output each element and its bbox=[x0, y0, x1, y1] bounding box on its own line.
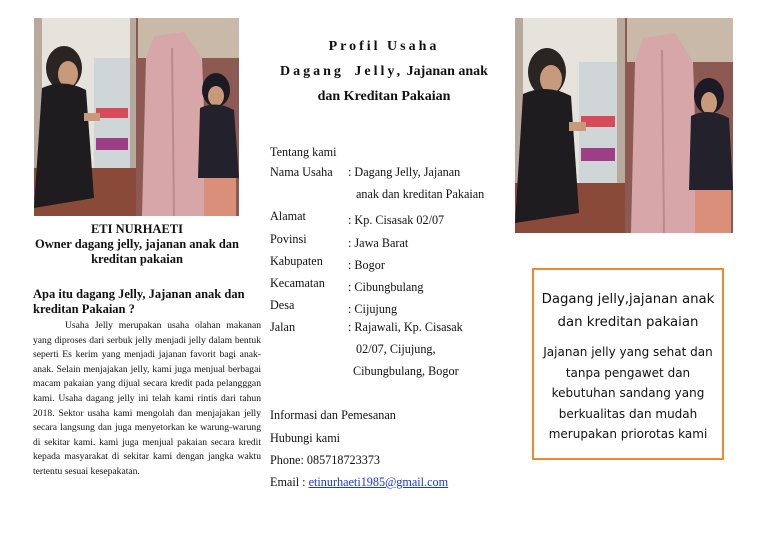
field-value-line: : Rajawali, Kp. Cisasak bbox=[348, 320, 463, 334]
field-label: Kabupaten bbox=[270, 254, 323, 268]
field-label: Nama Usaha bbox=[270, 165, 333, 179]
field-label: Jalan bbox=[270, 320, 296, 334]
title-line-1: Profil Usaha bbox=[328, 39, 440, 54]
contact-phone: Phone: 085718723373 bbox=[270, 453, 381, 467]
field-value-line: Cibungbulang, Bogor bbox=[353, 364, 459, 378]
owner-name-block bbox=[34, 222, 240, 267]
owner-photo-left bbox=[34, 18, 239, 216]
highlight-title: Dagang jelly,jajanan anak dan kreditan pakaian bbox=[541, 292, 715, 330]
field-value: : Cijujung bbox=[348, 302, 398, 316]
highlight-body: Jajanan jelly yang sehat dan tanpa pengawet dan kebutuhan sandang yang berkualitas dan mudah merupakan priorotas kami bbox=[543, 345, 713, 441]
title-word-jelly: Jelly, bbox=[354, 64, 404, 79]
field-value: : Bogor bbox=[348, 258, 385, 272]
about-heading: Apa itu dagang Jelly, Jajanan anak dan kreditan Pakaian ? bbox=[33, 287, 245, 316]
field-value-line: : Dagang Jelly, Jajanan bbox=[348, 165, 461, 179]
title-line-2 bbox=[268, 59, 500, 84]
field-value bbox=[348, 316, 508, 382]
owner-photo-right bbox=[515, 18, 733, 233]
field-value: : Jawa Barat bbox=[348, 236, 409, 250]
about-us-heading: Tentang kami bbox=[270, 145, 337, 159]
title-word-jajanan: Jajanan anak bbox=[406, 64, 488, 79]
email-link[interactable]: etinurhaeti1985@gmail.com bbox=[308, 475, 449, 489]
field-value-line: 02/07, Cijujung, bbox=[356, 342, 436, 356]
field-value-line: anak dan kreditan Pakaian bbox=[356, 187, 485, 201]
profile-title bbox=[268, 34, 500, 109]
about-body: Usaha Jelly merupakan usaha olahan makanan yang diproses dari serbuk jelly menjadi jelly dalam bentuk seperti Es kerim yang menjadi jajanan favorit bagi anak-anak. Selain menjajakan jelly, kami juga menjual berbagai macam pakaian yang dijual secara kredit pada pelangggan kami. Usaha dagang jelly ini telah kami rintis dari tahun 2018. Sektor usaha kami mengolah dan menjajakan jelly secara langsung dan juga menyetorkan ke warung-warung di sekitar kami. kami juga menjual pakaian secara kredit kepada masyarakat di sekitar kami dengan jangka waktu tertentu sesuai kesepakatan. bbox=[33, 320, 261, 477]
owner-name: ETI NURHAETI bbox=[90, 222, 184, 236]
field-value: : Cibungbulang bbox=[348, 280, 424, 294]
field-value: : Kp. Cisasak 02/07 bbox=[348, 213, 445, 227]
title-word-dagang: Dagang bbox=[280, 64, 344, 79]
field-value bbox=[348, 161, 508, 205]
field-label: Alamat bbox=[270, 209, 306, 223]
field-label: Kecamatan bbox=[270, 276, 325, 290]
field-label: Desa bbox=[270, 298, 295, 312]
contact-call: Hubungi kami bbox=[270, 431, 341, 445]
contact-email-row bbox=[270, 471, 448, 493]
field-label: Povinsi bbox=[270, 232, 307, 246]
email-label: Email : bbox=[270, 475, 309, 489]
contact-heading: Informasi dan Pemesanan bbox=[270, 408, 396, 422]
highlight-box bbox=[532, 268, 724, 460]
owner-role: Owner dagang jelly, jajanan anak dan kreditan pakaian bbox=[35, 237, 239, 266]
title-line-3: dan Kreditan Pakaian bbox=[317, 89, 451, 104]
